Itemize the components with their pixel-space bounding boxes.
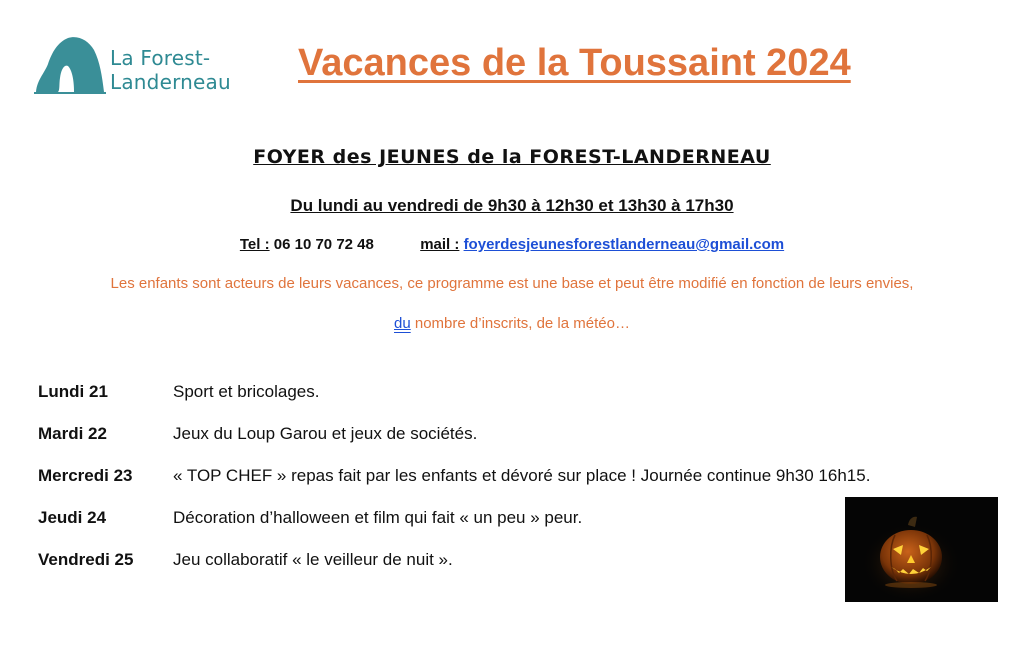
schedule-day: Vendredi 25 [38,550,134,569]
schedule-activity: « TOP CHEF » repas fait par les enfants et dévoré sur place ! Journée continue 9h30 16h15. [173,466,871,485]
note-du: du [394,315,411,332]
note-line-1: Les enfants sont acteurs de leurs vacances, ce programme est une base et peut être modifié en fonction de leurs envies, [110,275,914,292]
arch-rock-icon [34,34,106,96]
schedule-row [38,422,998,464]
schedule-activity: Jeux du Loup Garou et jeux de sociétés. [173,424,478,443]
schedule-day: Jeudi 24 [38,508,107,527]
schedule-day: Mercredi 23 [38,466,133,485]
opening-hours: Du lundi au vendredi de 9h30 à 12h30 et 13h30 à 17h30 [290,196,734,215]
logo [34,34,234,98]
logo-text [110,46,231,94]
contact-line [0,236,1024,253]
foyer-heading: FOYER des JEUNES de la FOREST-LANDERNEAU [253,146,771,168]
schedule-activity: Décoration d’halloween et film qui fait « un peu » peur. [173,508,583,527]
halloween-pumpkin-image [845,497,998,602]
schedule-row [38,380,998,422]
note-rest: nombre d’inscrits, de la météo… [410,315,630,332]
logo-line-2: Landerneau [110,70,231,94]
schedule-activity: Sport et bricolages. [173,382,320,401]
logo-line-1: La Forest- [110,46,211,70]
schedule-day: Lundi 21 [38,382,108,401]
halloween-pumpkin-icon [845,497,998,602]
page-title: Vacances de la Toussaint 2024 [298,42,851,84]
email-link[interactable]: foyerdesjeunesforestlanderneau@gmail.com [463,236,785,253]
mail-label: mail : [420,236,460,253]
note-line-2 [0,315,1024,332]
schedule-activity: Jeu collaboratif « le veilleur de nuit ». [173,550,453,569]
schedule-day: Mardi 22 [38,424,107,443]
tel-value: 06 10 70 72 48 [273,236,374,253]
tel-label: Tel : [239,236,270,253]
